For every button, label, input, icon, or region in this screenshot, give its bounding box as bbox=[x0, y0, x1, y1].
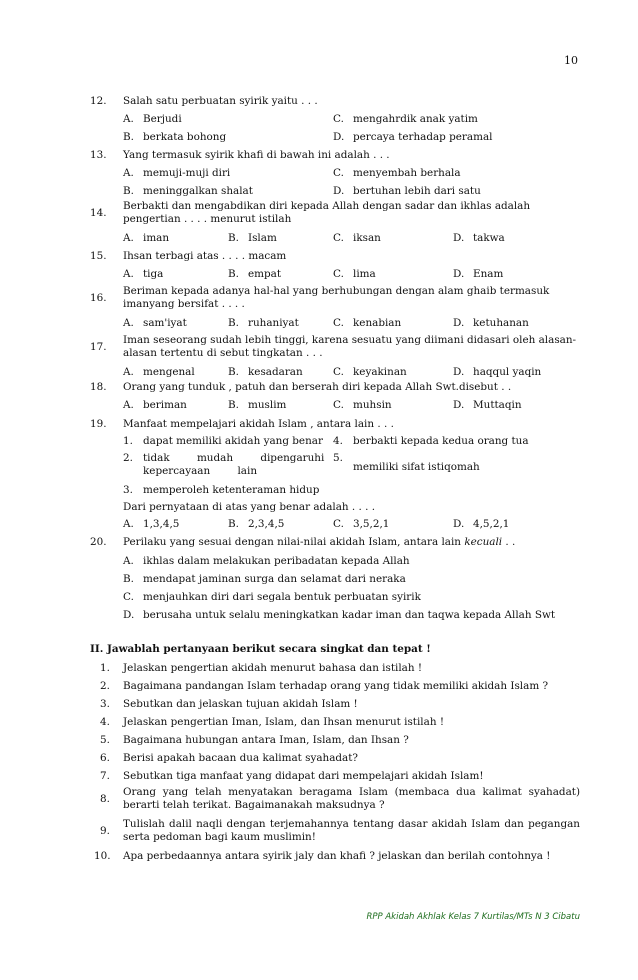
question-number: 20. bbox=[90, 536, 107, 548]
question-14 bbox=[90, 200, 580, 228]
question-text: Salah satu perbuatan syirik yaitu . . . bbox=[123, 95, 318, 107]
question-number: 16. bbox=[90, 292, 107, 304]
question-text: Perilaku yang sesuai dengan nilai-nilai akidah Islam, antara lain kecuali . . bbox=[123, 536, 516, 548]
question-text: Yang termasuk syirik khafi di bawah ini adalah . . . bbox=[123, 149, 390, 161]
question-text: Iman seseorang sudah lebih tinggi, karena sesuatu yang diimani didasari oleh alasan-alasan tertentu di sebut tingkatan . . . bbox=[123, 334, 577, 359]
question-number: 13. bbox=[90, 149, 107, 161]
question-number: 14. bbox=[90, 207, 107, 219]
question-text: Manfaat mempelajari akidah Islam , antara lain . . . bbox=[123, 418, 394, 430]
question-text: Beriman kepada adanya hal-hal yang berhubungan dengan alam ghaib termasuk imanyang bersifat . . . . bbox=[123, 285, 550, 310]
question-number: 15. bbox=[90, 250, 107, 262]
page-number: 10 bbox=[564, 54, 578, 67]
question-17 bbox=[90, 334, 580, 362]
question-number: 19. bbox=[90, 418, 107, 430]
question-16 bbox=[90, 285, 580, 313]
essay-question: 8. Orang yang telah menyatakan beragama Islam (membaca dua kalimat syahadat) berarti telah terikat. Bagaimanakah maksudnya ? bbox=[100, 786, 580, 811]
statement-5-text: memiliki sifat istiqomah bbox=[353, 461, 480, 473]
question-number: 18. bbox=[90, 381, 107, 393]
question-text: Ihsan terbagi atas . . . . macam bbox=[123, 250, 287, 262]
essay-question: 9. Tulislah dalil naqli dengan terjemahannya tentang dasar akidah Islam dan pegangan serta pedoman bagi kaum muslimin! bbox=[100, 818, 580, 843]
statement-2: 2. tidak mudah dipengaruhi kepercayaan lain bbox=[123, 452, 325, 477]
question-text: Berbakti dan mengabdikan diri kepada Allah dengan sadar dan ikhlas adalah pengertian . . . . menurut istilah bbox=[123, 200, 531, 225]
page-footer: RPP Akidah Akhlak Kelas 7 Kurtilas/MTs N 3 Cibatu bbox=[366, 912, 580, 922]
question-19-stem: Dari pernyataan di atas yang benar adalah . . . . bbox=[123, 501, 376, 513]
question-number: 12. bbox=[90, 95, 107, 107]
section-2-title: II. Jawablah pertanyaan berikut secara singkat dan tepat ! bbox=[90, 643, 431, 655]
question-number: 17. bbox=[90, 341, 107, 353]
question-text: Orang yang tunduk , patuh dan berserah diri kepada Allah Swt.disebut . . bbox=[123, 381, 512, 393]
